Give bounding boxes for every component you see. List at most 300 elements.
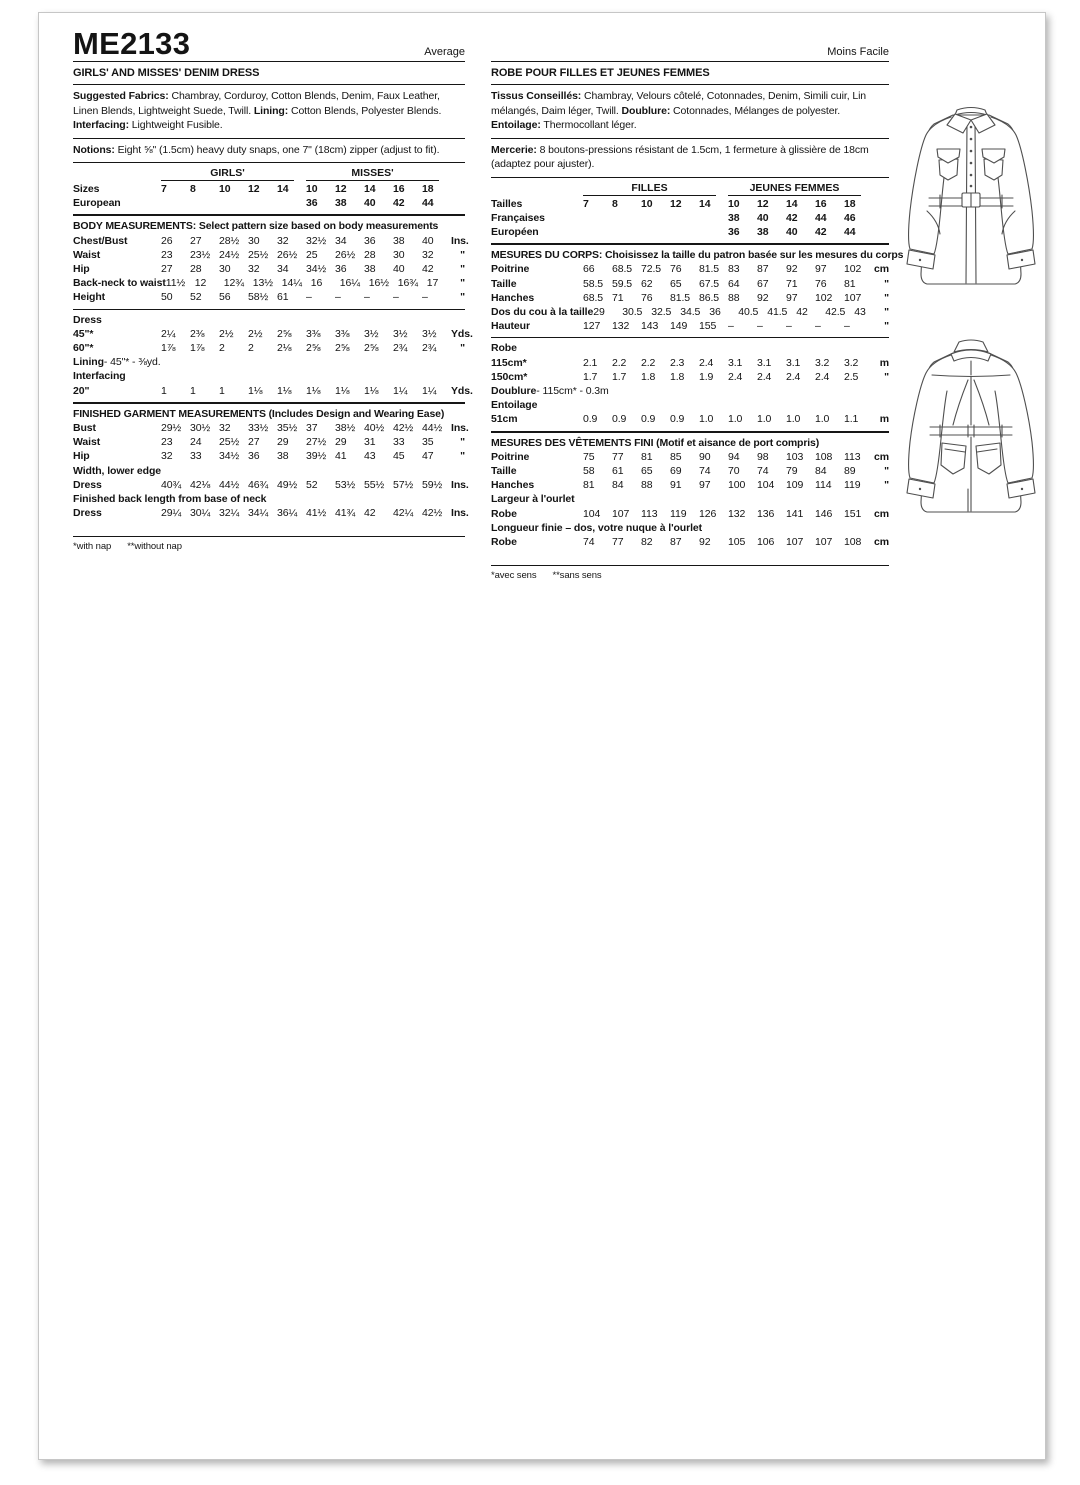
table-cell: 2.4 xyxy=(815,370,830,383)
divider xyxy=(73,309,465,310)
table-cell: 40 xyxy=(757,211,769,224)
table-cell: 32 xyxy=(248,263,260,276)
table-cell: 81.5 xyxy=(699,263,720,276)
table-section-header: MESURES DU CORPS: Choisissez la taille du patron basée sur les mesures du corps xyxy=(491,249,904,262)
table-cell: 72.5 xyxy=(641,263,662,276)
table-cell: 40¾ xyxy=(161,478,182,491)
garment-title-fr: ROBE POUR FILLES ET JEUNES FEMMES xyxy=(491,67,710,79)
table-cell: 31 xyxy=(364,436,376,449)
size-group-header-fr xyxy=(491,182,889,196)
table-cell: 36¼ xyxy=(277,507,298,520)
row-label: Waist xyxy=(73,248,101,261)
unit-cell: " xyxy=(460,277,465,290)
table-cell: 41 xyxy=(335,450,347,463)
table-cell: 29¼ xyxy=(161,507,182,520)
divider xyxy=(491,138,889,139)
row-text: - 115cm* - 0.3m xyxy=(536,384,609,397)
table-cell: 2.4 xyxy=(757,370,772,383)
table-cell: 90 xyxy=(699,450,711,463)
row-label: Finished back length from base of neck xyxy=(73,493,267,506)
table-cell: 32½ xyxy=(306,234,327,247)
table-cell: 68.5 xyxy=(583,291,604,304)
table-cell: 1.0 xyxy=(815,413,830,426)
row-label: Back-neck to waist xyxy=(73,277,166,290)
table-row xyxy=(491,291,889,305)
table-cell: 8 xyxy=(190,183,196,195)
table-cell: – xyxy=(422,291,428,304)
table-cell: 88 xyxy=(641,479,653,492)
table-cell: 62 xyxy=(641,277,653,290)
divider xyxy=(491,61,889,62)
table-cell: 98 xyxy=(757,450,769,463)
table-cell: 32 xyxy=(277,234,289,247)
divider xyxy=(73,138,465,139)
table-cell: 81 xyxy=(583,479,595,492)
table-cell: 40 xyxy=(422,234,434,247)
table-cell: 42½ xyxy=(422,507,443,520)
table-cell: 44 xyxy=(844,225,856,238)
table-cell: 107 xyxy=(612,507,630,520)
table-cell: 3.1 xyxy=(728,356,743,369)
divider xyxy=(73,61,465,62)
table-cell: 77 xyxy=(612,535,624,548)
table-cell: 61 xyxy=(277,291,289,304)
unit-cell: " xyxy=(884,370,889,383)
table-cell: 10 xyxy=(641,197,653,210)
table-cell: 35 xyxy=(422,436,434,449)
table-cell: 29 xyxy=(593,305,605,318)
unit-cell: cm xyxy=(874,450,889,463)
table-cell: 2½ xyxy=(219,327,234,340)
table-cell: 18 xyxy=(844,197,856,210)
row-label: Waist xyxy=(73,436,101,449)
table-cell: 55½ xyxy=(364,478,385,491)
table-cell: 38 xyxy=(757,225,769,238)
table-cell: 79 xyxy=(786,464,798,477)
unit-cell: " xyxy=(460,450,465,463)
table-cell: 42 xyxy=(796,305,808,318)
table-cell: 88 xyxy=(728,291,740,304)
table-cell: 36 xyxy=(364,234,376,247)
table-cell: 2.5 xyxy=(844,370,859,383)
table-row xyxy=(491,262,889,276)
table-cell: 40 xyxy=(393,263,405,276)
table-cell: 12 xyxy=(335,183,347,195)
table-cell: 23½ xyxy=(190,248,211,261)
table-cell: 94 xyxy=(728,450,740,463)
body-measurements-table xyxy=(73,218,469,306)
table-cell: 97 xyxy=(699,479,711,492)
table-row xyxy=(73,506,469,520)
table-row xyxy=(491,225,889,239)
text: 8 boutons-pressions résistant de 1.5cm, 1 fermeture à glissière de 18cm (adaptez pour ajuster). xyxy=(491,143,869,170)
row-label: Bust xyxy=(73,422,96,435)
table-row xyxy=(491,535,889,549)
table-cell: 12 xyxy=(670,197,682,210)
table-cell: 1⅛ xyxy=(335,384,350,397)
bold-text: Mercerie: xyxy=(491,143,537,156)
table-cell: 33 xyxy=(393,436,405,449)
unit-cell: " xyxy=(884,277,889,290)
row-label: Longueur finie – dos, votre nuque à l'ourlet xyxy=(491,521,703,534)
table-cell: 59½ xyxy=(422,478,443,491)
row-label: Lining xyxy=(73,356,104,369)
table-cell: 1.1 xyxy=(844,413,859,426)
pattern-number: ME2133 xyxy=(73,26,191,61)
row-label: Hanches xyxy=(491,291,535,304)
table-cell: 91 xyxy=(670,479,682,492)
table-row xyxy=(73,248,465,262)
table-row xyxy=(73,435,465,449)
table-cell: – xyxy=(757,320,763,333)
text: **without nap xyxy=(127,541,182,553)
table-cell: 44½ xyxy=(422,422,443,435)
unit-cell: cm xyxy=(874,263,889,276)
table-cell: 84 xyxy=(612,479,624,492)
size-group-jeunes-femmes: JEUNES FEMMES xyxy=(728,182,861,196)
row-label: Tailles xyxy=(491,197,523,210)
table-cell: 12 xyxy=(757,197,769,210)
unit-cell: m xyxy=(879,413,889,426)
table-cell: 42¼ xyxy=(393,507,414,520)
table-cell: 114 xyxy=(815,479,832,492)
table-cell: 1.0 xyxy=(786,413,801,426)
table-cell: 64 xyxy=(728,277,740,290)
row-label: Entoilage xyxy=(491,399,538,412)
yardage-table xyxy=(73,312,473,400)
table-row xyxy=(73,478,469,492)
table-cell: 1 xyxy=(190,384,196,397)
table-cell: 119 xyxy=(670,507,687,520)
table-row xyxy=(73,327,473,341)
table-cell: 3.2 xyxy=(815,356,830,369)
table-cell: 67 xyxy=(757,277,769,290)
dress-back-view-illustration xyxy=(895,337,1047,522)
table-cell: 42.5 xyxy=(825,305,846,318)
table-cell: 3½ xyxy=(422,327,437,340)
table-cell: 1⅛ xyxy=(277,384,292,397)
table-row xyxy=(491,478,889,492)
table-cell: 1.8 xyxy=(641,370,656,383)
table-cell: 2⅛ xyxy=(277,342,292,355)
table-cell: 68.5 xyxy=(612,263,633,276)
table-cell: 14¼ xyxy=(281,277,302,290)
table-cell: 105 xyxy=(728,535,746,548)
metrage-table xyxy=(491,340,889,428)
table-cell: 58 xyxy=(583,464,595,477)
table-cell: 3.1 xyxy=(757,356,772,369)
row-label: Taille xyxy=(491,277,517,290)
row-label: Robe xyxy=(491,507,517,520)
table-cell: 30 xyxy=(219,263,231,276)
table-cell: 8 xyxy=(612,197,618,210)
divider xyxy=(73,84,465,85)
table-cell: 76 xyxy=(670,263,682,276)
table-cell: 38 xyxy=(364,263,376,276)
table-cell: 113 xyxy=(844,450,861,463)
sizes-table-fr xyxy=(491,196,889,242)
table-cell: 14 xyxy=(364,183,376,195)
table-row xyxy=(73,234,469,248)
table-cell: 2⅜ xyxy=(190,327,205,340)
table-cell: 27 xyxy=(248,436,260,449)
table-cell: 30 xyxy=(393,248,405,261)
table-cell: 3.1 xyxy=(786,356,801,369)
table-cell: 17 xyxy=(426,277,439,290)
table-cell: 34 xyxy=(277,263,289,276)
row-label: Françaises xyxy=(491,211,545,224)
table-cell: 1⅛ xyxy=(248,384,263,397)
text: *avec sens xyxy=(491,570,537,582)
unit-cell: Ins. xyxy=(451,478,469,491)
table-cell: 2.4 xyxy=(728,370,743,383)
bold-text: Suggested Fabrics: xyxy=(73,90,169,102)
row-label: 150cm* xyxy=(491,370,528,383)
size-group-misses: MISSES' xyxy=(306,167,439,181)
table-cell: 18 xyxy=(422,183,434,195)
table-cell: – xyxy=(364,291,370,304)
table-cell: 81 xyxy=(844,277,856,290)
table-subheader-row xyxy=(491,384,889,398)
table-cell: 36 xyxy=(709,305,721,318)
table-cell: 97 xyxy=(786,291,798,304)
table-cell: 0.9 xyxy=(612,413,627,426)
table-cell: 40.5 xyxy=(738,305,759,318)
row-label: 60"* xyxy=(73,342,94,355)
table-cell: 69 xyxy=(670,464,682,477)
table-cell: 1⅞ xyxy=(190,342,205,355)
table-row xyxy=(491,211,889,225)
table-section-header: MESURES DES VÊTEMENTS FINI (Motif et aisance de port compris) xyxy=(491,436,820,449)
row-label: Interfacing xyxy=(73,370,126,383)
table-cell: 1.0 xyxy=(699,413,714,426)
row-label: Hanches xyxy=(491,479,535,492)
table-cell: 52 xyxy=(190,291,202,304)
table-cell: 149 xyxy=(670,320,688,333)
table-cell: 2.4 xyxy=(699,356,714,369)
table-cell: 36 xyxy=(335,263,347,276)
table-cell: 1 xyxy=(219,384,225,397)
table-cell: 136 xyxy=(757,507,775,520)
table-cell: 132 xyxy=(612,320,630,333)
table-cell: 45 xyxy=(393,450,405,463)
table-cell: 16 xyxy=(815,197,827,210)
table-cell: 30½ xyxy=(190,422,211,435)
table-cell: 2⅝ xyxy=(306,342,321,355)
notions-line-fr xyxy=(491,141,889,175)
table-cell: 33½ xyxy=(248,422,269,435)
table-cell: 107 xyxy=(786,535,804,548)
table-cell: 27 xyxy=(161,263,173,276)
table-cell: 29 xyxy=(335,436,347,449)
table-cell: 34½ xyxy=(306,263,327,276)
divider xyxy=(491,243,889,245)
table-cell: 36 xyxy=(728,225,740,238)
table-cell: 40½ xyxy=(364,422,385,435)
table-cell: 66 xyxy=(583,263,595,276)
table-cell: 16½ xyxy=(368,277,389,290)
table-cell: 2⅝ xyxy=(364,342,379,355)
table-cell: 26½ xyxy=(335,248,356,261)
divider xyxy=(491,431,889,433)
table-cell: 2 xyxy=(248,342,254,355)
table-cell: 83 xyxy=(728,263,740,276)
size-group-girls: GIRLS' xyxy=(161,167,294,181)
table-cell: 42 xyxy=(393,197,405,210)
table-cell: 1.0 xyxy=(757,413,772,426)
text: Cotonnades, Mélanges de polyester. xyxy=(670,104,841,117)
unit-cell: " xyxy=(884,305,889,318)
table-cell: 113 xyxy=(641,507,658,520)
table-cell: 1¼ xyxy=(393,384,408,397)
table-cell: 1.7 xyxy=(612,370,627,383)
table-cell: – xyxy=(335,291,341,304)
table-subheader-row xyxy=(73,313,465,327)
table-row xyxy=(73,276,465,290)
row-label: Hip xyxy=(73,263,90,276)
table-cell: 102 xyxy=(844,263,862,276)
table-cell: 103 xyxy=(786,450,804,463)
table-cell: – xyxy=(815,320,821,333)
table-cell: 2¾ xyxy=(422,342,437,355)
table-cell: 87 xyxy=(757,263,769,276)
table-cell: 3⅜ xyxy=(306,327,321,340)
divider xyxy=(73,402,465,404)
table-cell: 27 xyxy=(190,234,202,247)
row-label: Dress xyxy=(73,313,102,326)
garment-title-en: GIRLS' AND MISSES' DENIM DRESS xyxy=(73,67,260,79)
unit-cell: " xyxy=(884,291,889,304)
nap-footnote-fr xyxy=(491,568,889,581)
divider xyxy=(73,536,465,537)
table-cell: 7 xyxy=(583,197,589,210)
table-cell: 16¾ xyxy=(397,277,418,290)
table-cell: 34½ xyxy=(219,450,240,463)
table-cell: 1.9 xyxy=(699,370,714,383)
table-cell: 1⅛ xyxy=(306,384,321,397)
table-cell: 56 xyxy=(219,291,231,304)
unit-cell: Ins. xyxy=(451,422,469,435)
table-cell: 2¼ xyxy=(161,327,176,340)
table-row xyxy=(73,449,465,463)
table-cell: 34.5 xyxy=(680,305,701,318)
english-column xyxy=(73,13,473,553)
table-cell: 30¼ xyxy=(190,507,211,520)
table-row xyxy=(73,421,469,435)
table-cell: 44½ xyxy=(219,478,240,491)
table-cell: 43 xyxy=(364,450,376,463)
table-cell: 42⅛ xyxy=(190,478,211,491)
table-cell: 30 xyxy=(248,234,260,247)
dress-front-view-illustration xyxy=(895,101,1047,301)
table-cell: 42½ xyxy=(393,422,414,435)
table-cell: 40 xyxy=(364,197,376,210)
table-cell: 74 xyxy=(583,535,595,548)
technical-drawings xyxy=(895,101,1047,522)
table-cell: 35½ xyxy=(277,422,298,435)
table-cell: 107 xyxy=(844,291,862,304)
unit-cell: m xyxy=(879,356,889,369)
table-subheader-row xyxy=(73,492,465,506)
fabrics-paragraph-fr xyxy=(491,87,889,136)
text: Chambray, Velours côtelé, Cotonnades, Denim, Simili cuir, Lin mélangés, Daim léger, Twill. xyxy=(491,90,867,117)
table-cell: 1.0 xyxy=(728,413,743,426)
table-cell: 2.3 xyxy=(670,356,685,369)
row-label: Taille xyxy=(491,464,517,477)
table-cell: 70 xyxy=(728,464,740,477)
table-cell: 42 xyxy=(815,225,827,238)
row-label: Robe xyxy=(491,342,517,355)
table-cell: 146 xyxy=(815,507,833,520)
table-cell: 0.9 xyxy=(583,413,598,426)
row-label: Robe xyxy=(491,535,517,548)
table-row xyxy=(491,507,889,521)
row-label: Height xyxy=(73,291,106,304)
table-cell: 2.4 xyxy=(786,370,801,383)
table-cell: 42 xyxy=(422,263,434,276)
table-cell: – xyxy=(844,320,850,333)
table-cell: 59.5 xyxy=(612,277,633,290)
table-cell: 108 xyxy=(815,450,833,463)
table-cell: 34¼ xyxy=(248,507,269,520)
unit-cell: " xyxy=(460,263,465,276)
table-cell: 25½ xyxy=(248,248,269,261)
difficulty-label-en: Average xyxy=(424,46,465,58)
table-cell: 104 xyxy=(583,507,601,520)
table-cell: 36 xyxy=(248,450,260,463)
table-cell: 92 xyxy=(757,291,769,304)
table-cell: 26½ xyxy=(277,248,298,261)
divider xyxy=(491,84,889,85)
table-cell: 2 xyxy=(219,342,225,355)
row-label: Européen xyxy=(491,225,539,238)
table-cell: 3½ xyxy=(393,327,408,340)
table-cell: 42 xyxy=(786,211,798,224)
text: Chambray, Corduroy, Cotton Blends, Denim, Faux Leather, Linen Blends, Lightweight Suede, Twill. xyxy=(73,90,440,117)
table-cell: 32 xyxy=(161,450,173,463)
table-cell: 10 xyxy=(306,183,318,195)
table-cell: 50 xyxy=(161,291,173,304)
table-subheader-row xyxy=(491,341,889,355)
table-cell: 29 xyxy=(277,436,289,449)
table-subheader-row xyxy=(491,398,889,412)
table-row xyxy=(73,182,465,196)
table-cell: 30.5 xyxy=(622,305,643,318)
table-cell: – xyxy=(786,320,792,333)
table-cell: 11½ xyxy=(165,277,186,290)
table-cell: 107 xyxy=(815,535,833,548)
unit-cell: " xyxy=(884,320,889,333)
row-label: Doublure xyxy=(491,384,537,397)
table-cell: 38½ xyxy=(335,422,356,435)
table-row xyxy=(491,319,889,333)
table-cell: – xyxy=(728,320,734,333)
table-cell: 46¾ xyxy=(248,478,269,491)
table-cell: 44 xyxy=(422,197,434,210)
divider xyxy=(73,162,465,163)
size-group-header-en xyxy=(73,167,465,181)
table-cell: – xyxy=(393,291,399,304)
table-cell: 14 xyxy=(699,197,711,210)
mesures-fini-table xyxy=(491,435,889,552)
table-cell: 151 xyxy=(844,507,862,520)
table-cell: 2¾ xyxy=(393,342,408,355)
divider xyxy=(491,337,889,338)
table-cell: 14 xyxy=(786,197,798,210)
unit-cell: Yds. xyxy=(451,327,473,340)
table-cell: 10 xyxy=(728,197,740,210)
bold-text: Tissus Conseillés: xyxy=(491,90,582,102)
